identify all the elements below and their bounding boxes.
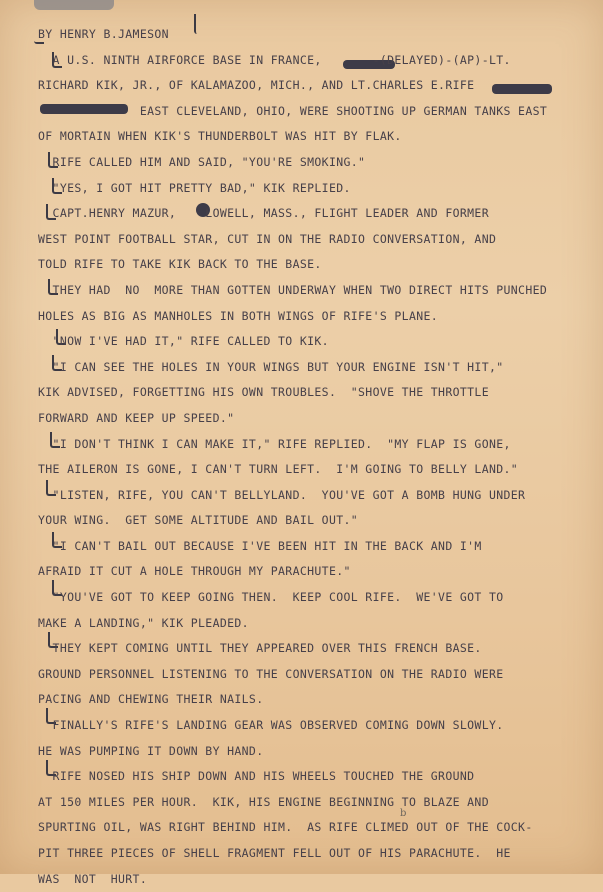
text-line: RICHARD KIK, JR., OF KALAMAZOO, MICH., AND LT.CHARLES E.RIFE (38, 78, 475, 93)
text-line: TOLD RIFE TO TAKE KIK BACK TO THE BASE. (38, 257, 322, 272)
text-line: RIFE CALLED HIM AND SAID, "YOU'RE SMOKING." (38, 154, 366, 169)
text-line: "I CAN'T BAIL OUT BECAUSE I'VE BEEN HIT IN THE BACK AND I'M (38, 538, 482, 553)
text-line: BY HENRY B.JAMESON (38, 27, 169, 41)
text-line: "LISTEN, RIFE, YOU CAN'T BELLYLAND. YOU'VE GOT A BOMB HUNG UNDER (38, 487, 526, 502)
text-line: HOLES AS BIG AS MANHOLES IN BOTH WINGS OF RIFE'S PLANE. (38, 308, 439, 323)
text-line: AFRAID IT CUT A HOLE THROUGH MY PARACHUTE." (38, 564, 351, 579)
text-line: RIFE NOSED HIS SHIP DOWN AND HIS WHEELS TOUCHED THE GROUND (38, 769, 475, 784)
text-line: AT 150 MILES PER HOUR. KIK, HIS ENGINE BEGINNING TO BLAZE AND (38, 794, 489, 809)
text-line: YOUR WING. GET SOME ALTITUDE AND BAIL OUT." (38, 513, 359, 528)
tape-residue (34, 0, 114, 10)
pencil-annotation: b (400, 808, 407, 819)
text-line: OF MORTAIN WHEN KIK'S THUNDERBOLT WAS HIT BY FLAK. (38, 129, 402, 144)
text-line: HE WAS PUMPING IT DOWN BY HAND. (38, 743, 264, 758)
document-body (38, 22, 593, 892)
text-line: GROUND PERSONNEL LISTENING TO THE CONVERSATION ON THE RADIO WERE (38, 666, 504, 681)
text-line: PACING AND CHEWING THEIR NAILS. (38, 692, 264, 707)
text-line: WEST POINT FOOTBALL STAR, CUT IN ON THE RADIO CONVERSATION, AND (38, 231, 497, 246)
text-line: "I DON'T THINK I CAN MAKE IT," RIFE REPLIED. "MY FLAP IS GONE, (38, 436, 511, 451)
text-line: CAPT.HENRY MAZUR, LOWELL, MASS., FLIGHT LEADER AND FORMER (38, 206, 489, 221)
text-line: WAS NOT HURT. (38, 871, 148, 886)
text-line: EAST CLEVELAND, OHIO, WERE SHOOTING UP GERMAN TANKS EAST (38, 103, 548, 118)
text-line: "YES, I GOT HIT PRETTY BAD," KIK REPLIED. (38, 180, 351, 195)
text-line: MAKE A LANDING," KIK PLEADED. (38, 615, 249, 630)
text-line: THEY KEPT COMING UNTIL THEY APPEARED OVER THIS FRENCH BASE. (38, 641, 482, 656)
text-line: "I CAN SEE THE HOLES IN YOUR WINGS BUT YOUR ENGINE ISN'T HIT," (38, 359, 504, 374)
text-line: FORWARD AND KEEP UP SPEED." (38, 410, 235, 425)
text-line: FINALLY'S RIFE'S LANDING GEAR WAS OBSERVED COMING DOWN SLOWLY. (38, 718, 504, 733)
text-line: THEY HAD NO MORE THAN GOTTEN UNDERWAY WHEN TWO DIRECT HITS PUNCHED (38, 282, 548, 297)
text-line: SPURTING OIL, WAS RIGHT BEHIND HIM. AS RIFE CLIMED OUT OF THE COCK- (38, 820, 533, 835)
text-line: "YOU'VE GOT TO KEEP GOING THEN. KEEP COOL RIFE. WE'VE GOT TO (38, 590, 504, 605)
text-line: KIK ADVISED, FORGETTING HIS OWN TROUBLES. "SHOVE THE THROTTLE (38, 385, 489, 400)
text-line: "NOW I'VE HAD IT," RIFE CALLED TO KIK. (38, 334, 329, 349)
text-line: A U.S. NINTH AIRFORCE BASE IN FRANCE, -(DELAYED)-(AP)-LT. (38, 52, 511, 67)
text-line: PIT THREE PIECES OF SHELL FRAGMENT FELL OUT OF HIS PARACHUTE. HE (38, 846, 511, 860)
text-line: THE AILERON IS GONE, I CAN'T TURN LEFT. I'M GOING TO BELLY LAND." (38, 462, 519, 477)
